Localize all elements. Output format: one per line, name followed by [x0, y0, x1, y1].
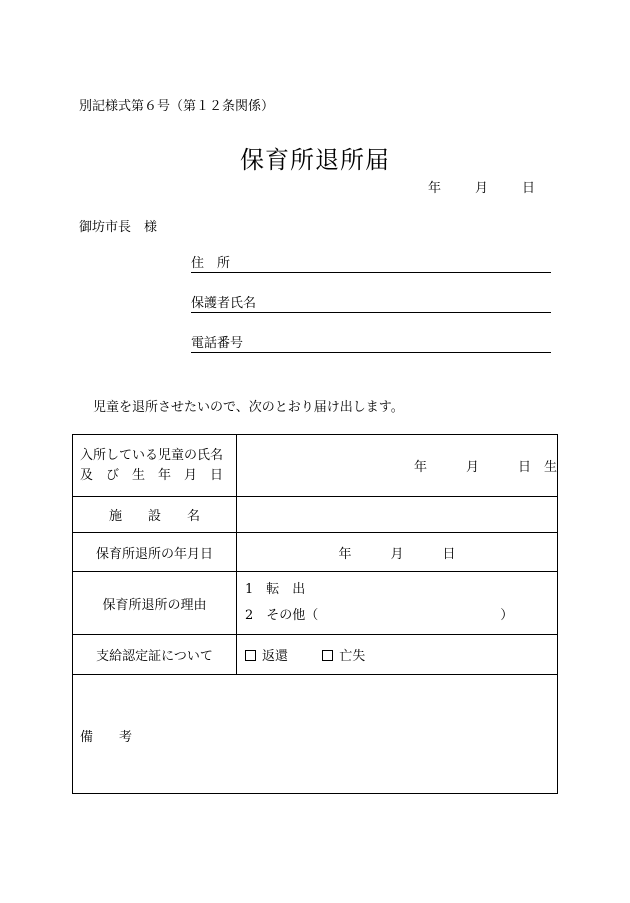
- address-field[interactable]: [191, 255, 551, 273]
- child-name-label: 入所している児童の氏名: [80, 447, 224, 463]
- withdraw-date-value: 年 月 日: [338, 546, 456, 562]
- table-row: [73, 497, 558, 533]
- reason-option-moving[interactable]: 1 転 出: [245, 582, 306, 597]
- date-month: 月: [475, 181, 489, 196]
- certificate-options: [237, 635, 558, 675]
- birthdate-label: 及 び 生 年 月 日: [80, 467, 224, 483]
- birth-suffix: 年 月 日 生: [413, 460, 557, 475]
- guardian-name-label: 保護者氏名: [191, 296, 257, 311]
- return-checkbox[interactable]: [245, 650, 256, 661]
- remarks-label: 備 考: [80, 730, 133, 745]
- reason-option-other[interactable]: 2 その他（ ）: [245, 608, 514, 623]
- guardian-name-field[interactable]: [191, 295, 551, 313]
- intro-text: 児童を退所させたいので、次のとおり届け出します。: [93, 400, 404, 415]
- table-row: [73, 675, 558, 794]
- reason-field[interactable]: [237, 572, 558, 635]
- table-row: [73, 572, 558, 635]
- addressee: 御坊市長 様: [79, 220, 158, 235]
- reason-label: 保育所退所の理由: [73, 572, 237, 635]
- date-day: 日: [522, 181, 536, 196]
- date-year: 年: [428, 181, 442, 196]
- certificate-label: 支給認定証について: [73, 635, 237, 675]
- child-label-cell: [73, 435, 237, 497]
- address-label: 住 所: [191, 256, 231, 271]
- facility-label: 施 設 名: [73, 497, 237, 533]
- phone-label: 電話番号: [191, 336, 244, 351]
- return-option-label: 返還: [262, 649, 289, 664]
- lost-option-label: 亡失: [339, 649, 366, 664]
- lost-checkbox[interactable]: [322, 650, 333, 661]
- facility-name-field[interactable]: [237, 497, 558, 533]
- withdraw-date-field[interactable]: [237, 533, 558, 572]
- remarks-field[interactable]: [73, 675, 558, 794]
- form-number: 別記様式第６号（第１２条関係）: [79, 99, 275, 114]
- phone-field[interactable]: [191, 335, 551, 353]
- page-title: 保育所退所届: [240, 146, 390, 174]
- table-row: [73, 635, 558, 675]
- withdrawal-form-table: [72, 434, 558, 794]
- child-name-birth-field[interactable]: [237, 435, 558, 497]
- withdraw-date-label: 保育所退所の年月日: [73, 533, 237, 572]
- table-row: [73, 533, 558, 572]
- submission-date: [428, 177, 535, 196]
- table-row: [73, 435, 558, 497]
